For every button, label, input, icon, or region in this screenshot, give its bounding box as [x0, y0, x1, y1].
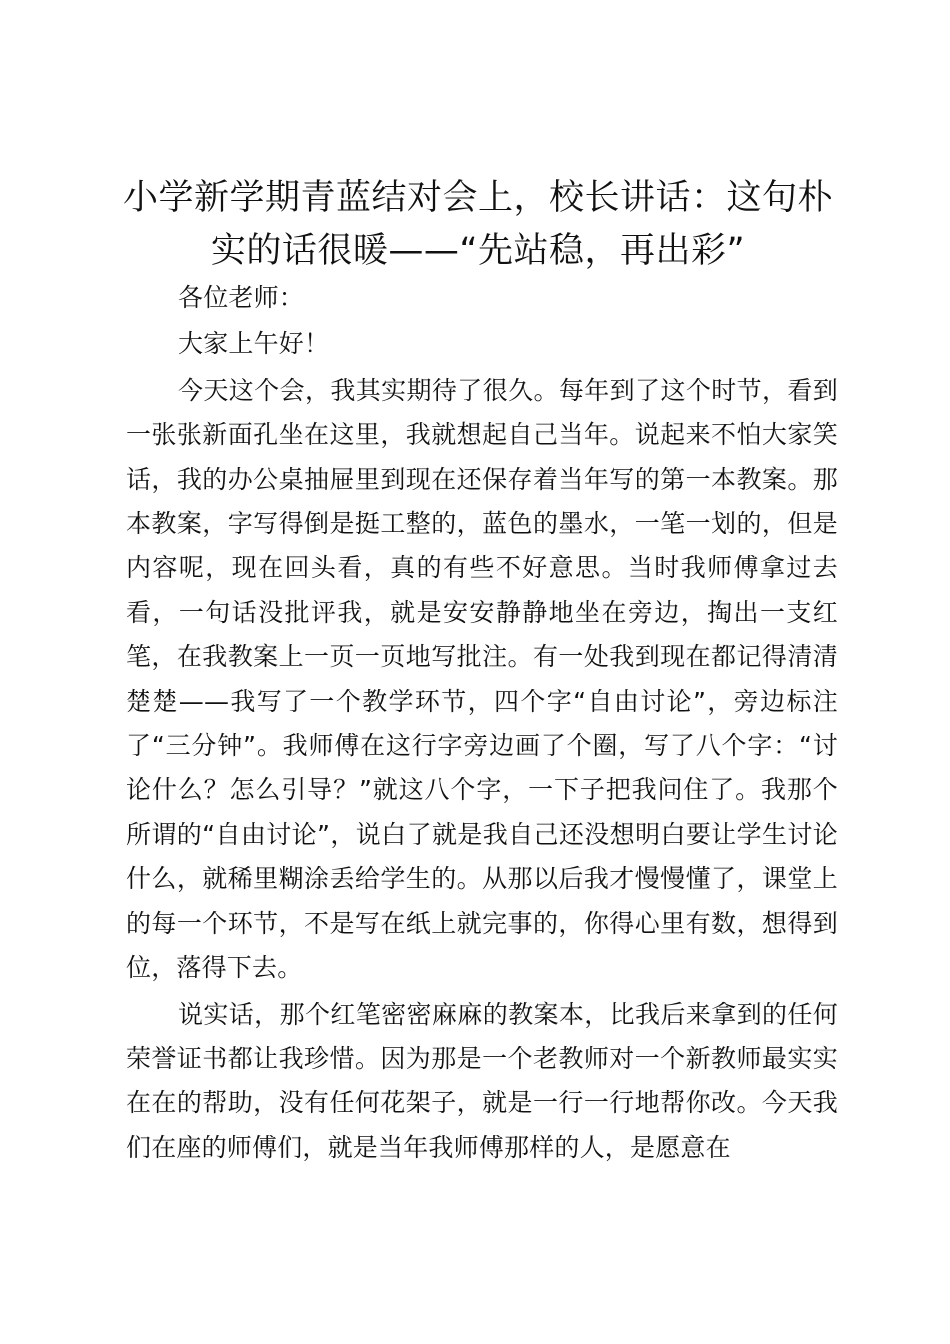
salutation: 各位老师： — [178, 283, 305, 312]
document-body — [126, 276, 838, 1170]
greeting: 大家上午好！ — [178, 329, 330, 359]
document-title — [120, 172, 836, 278]
title-line-2: 实的话很暖——“先站稳，再出彩” — [210, 231, 746, 271]
body-paragraph-1: 今天这个会，我其实期待了很久。每年到了这个时节，看到一张张新面孔坐在这里，我就想起自己当年。说起来不怕大家笑话，我的办公桌抽屉里到现在还保存着当年写的第一本教案。那本教案，字写得倒是挺工整的，蓝色的墨水，一笔一划的，但是内容呢，现在回头看，真的有些不好意思。当时我师傅拿过去看，一句话没批评我，就是安安静静地坐在旁边，掏出一支红笔，在我教案上一页一页地写批注。有一处我到现在都记得清清楚楚——我写了一个教学环节，四个字“自由讨论”，旁边标注了“三分钟”。我师傅在这行字旁边画了个圈，写了八个字：“讨论什么？怎么引导？”就这八个字，一下子把我问住了。我那个所谓的“自由讨论”，说白了就是我自己还没想明白要让学生讨论什么，就稀里糊涂丢给学生的。从那以后我才慢慢懂了，课堂上的每一个环节，不是写在纸上就完事的，你得心里有数，想得到位，落得下去。 — [126, 375, 838, 983]
body-paragraph-2: 说实话，那个红笔密密麻麻的教案本，比我后来拿到的任何荣誉证书都让我珍惜。因为那是一个老教师对一个新教师最实实在在的帮助，没有任何花架子，就是一行一行地帮你改。今天我们在座的师傅们，就是当年我师傅那样的人，是愿意在 — [126, 999, 838, 1162]
title-line-1: 小学新学期青蓝结对会上，校长讲话：这句朴 — [122, 178, 833, 218]
